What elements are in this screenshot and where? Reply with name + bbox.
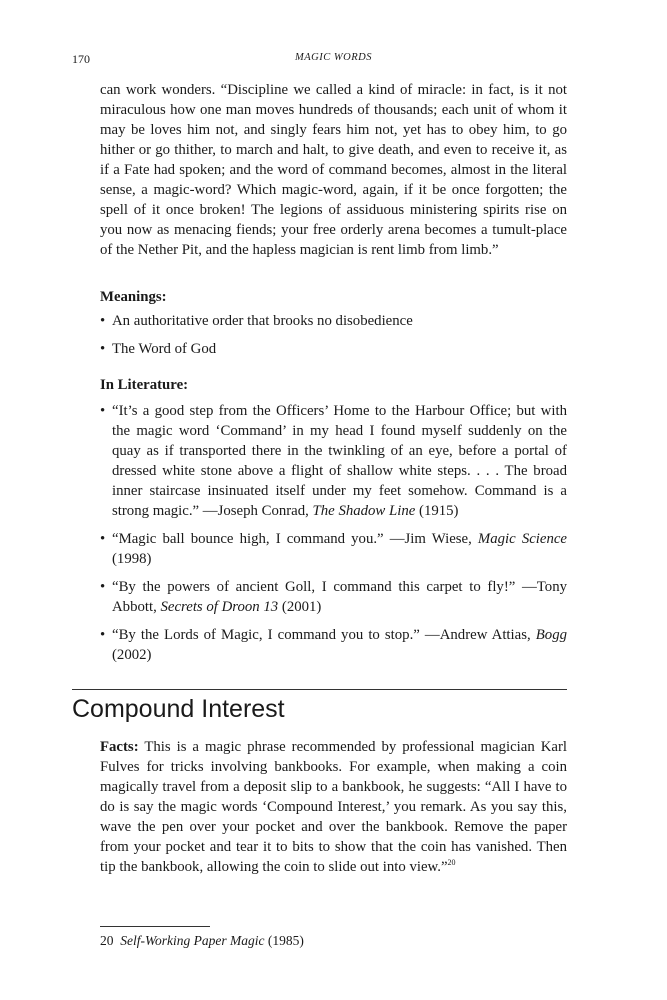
page-number: 170 (72, 52, 90, 66)
list-item: • An authoritative order that brooks no disobedience (100, 311, 567, 331)
footnote-divider (100, 926, 210, 927)
facts-paragraph (100, 737, 567, 877)
footnote-ref: 20 (447, 858, 456, 868)
meanings-list (100, 311, 567, 367)
section-heading: Compound Interest (72, 695, 285, 723)
source-year: (2002) (112, 647, 152, 663)
footnote-number: 20 (100, 933, 114, 948)
quote-text: “It’s a good step from the Officers’ Home to the Harbour Office; but with the magic word ‘Command’ in my head I found myself suddenly on the quay as if transported there in the twinkling of an eye, before a portal of dressed white stone above a flight of shallow white steps. . . . The broad inner staircase insinuated itself under my feet somehow. Command is a strong magic.” —Joseph Conrad, (112, 403, 567, 519)
list-item (100, 577, 567, 617)
running-head: MAGIC WORDS (295, 52, 372, 63)
list-item (100, 529, 567, 569)
literature-label: In Literature: (100, 377, 189, 393)
source-title: Secrets of Droon 13 (160, 599, 279, 615)
meanings-label: Meanings: (100, 289, 167, 305)
list-item: • The Word of God (100, 339, 567, 359)
facts-text: This is a magic phrase recommended by professional magician Karl Fulves for tricks involving bankbooks. For example, when making a coin magically travel from a deposit slip to a bankbook, he suggests: “All I have to do is say the magic words ‘Compound Interest,’ you remark. As you say this, wave the pen over your pocket and over the bankbook. Remove the paper from your pocket and tear it to bits to show that the coin has vanished. Then tip the bankbook, allowing the coin to slide out into view.” (100, 739, 567, 875)
source-title: Bogg (535, 627, 567, 643)
list-item (100, 625, 567, 665)
source-year: (1998) (112, 551, 152, 567)
list-item (100, 401, 567, 521)
footnote (100, 933, 304, 949)
source-title: Magic Science (477, 531, 568, 547)
intro-paragraph: can work wonders. “Discipline we called a kind of miracle: in fact, is it not miraculous how one man moves hundreds of thousands; each unit of whom it may be loves him not, and singly fears him not, yet has to obey him, to go hither or go thither, to march and halt, to give death, and even to receive it, as if a Fate had spoken; and the word of command becomes, almost in the literal sense, a magic-word? Which magic-word, again, if it be once forgotten; the spell of it once broken! The legions of assiduous ministering spirits rise on you now as menacing fiends; your free orderly arena becomes a tumult-place of the Nether Pit, and the hapless magician is rent limb from limb.” (100, 82, 567, 258)
facts-label: Facts: (100, 739, 139, 755)
source-title: The Shadow Line (312, 503, 416, 519)
section-divider (72, 689, 567, 690)
footnote-title: Self-Working Paper Magic (120, 933, 265, 948)
quote-text: “By the Lords of Magic, I command you to stop.” —Andrew Attias, (112, 627, 536, 643)
literature-list (100, 401, 567, 673)
quote-text: “Magic ball bounce high, I command you.” —Jim Wiese, (112, 531, 478, 547)
footnote-year: (1985) (264, 933, 304, 948)
source-year: (1915) (415, 503, 459, 519)
quote-text: “By the powers of ancient Goll, I command this carpet to fly!” —Tony Abbott, (112, 579, 567, 615)
source-year: (2001) (278, 599, 322, 615)
